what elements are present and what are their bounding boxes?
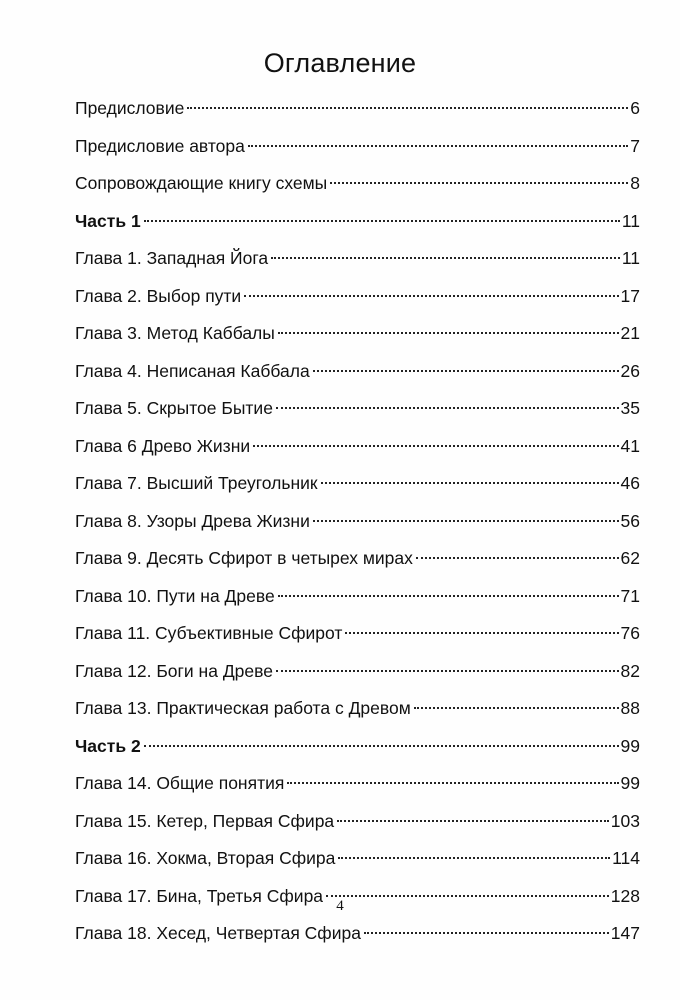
toc-entry-page-number: 99 — [620, 773, 640, 793]
toc-part-entry[interactable] — [75, 728, 640, 766]
page-number: 4 — [336, 898, 344, 914]
toc-entry-title: Предисловие автора — [75, 135, 245, 156]
toc-entry-title: Глава 15. Кетер, Первая Сфира — [75, 810, 335, 831]
toc-entry-title: Глава 5. Скрытое Бытие — [75, 398, 273, 418]
toc-entry-title: Глава 11. Субъективные Сфирот — [75, 623, 343, 643]
toc-entry-page-number: 71 — [620, 585, 640, 606]
toc-heading: Оглавление — [263, 48, 417, 78]
toc-chapter-entry[interactable] — [75, 690, 640, 728]
toc-dot-leader — [416, 557, 619, 559]
toc-dot-leader — [248, 145, 628, 147]
toc-entry-page-number: 21 — [620, 323, 640, 343]
toc-entry-page-number: 46 — [620, 473, 640, 493]
table-of-contents — [75, 90, 640, 953]
toc-entry-title: Глава 8. Узоры Древа Жизни — [75, 510, 310, 531]
toc-chapter-entry[interactable] — [75, 390, 640, 428]
toc-entry-title: Глава 13. Практическая работа с Древом — [75, 698, 411, 718]
toc-entry-title: Глава 17. Бина, Третья Сфира — [75, 885, 324, 906]
toc-entry-title: Глава 14. Общие понятия — [75, 773, 285, 793]
toc-entry-title: Глава 1. Западная Йога — [75, 248, 269, 268]
toc-entry-title: Глава 7. Высший Треугольник — [75, 473, 318, 493]
toc-chapter-entry[interactable] — [75, 278, 640, 316]
toc-dot-leader — [244, 295, 618, 297]
toc-entry-page-number: 35 — [620, 398, 640, 418]
toc-chapter-entry[interactable] — [75, 165, 640, 203]
toc-entry-page-number: 114 — [612, 848, 640, 868]
toc-entry-title: Глава 10. Пути на Древе — [75, 585, 275, 606]
toc-dot-leader — [253, 445, 618, 447]
toc-entry-title: Глава 6 Древо Жизни — [75, 435, 251, 456]
toc-chapter-entry[interactable] — [75, 428, 640, 466]
toc-chapter-entry[interactable] — [75, 915, 640, 953]
toc-dot-leader — [144, 745, 619, 747]
toc-dot-leader — [271, 257, 620, 259]
toc-entry-page-number: 11 — [621, 248, 640, 268]
toc-dot-leader — [345, 632, 618, 634]
toc-entry-page-number: 17 — [620, 285, 640, 306]
toc-entry-page-number: 7 — [630, 135, 640, 156]
toc-chapter-entry[interactable] — [75, 353, 640, 391]
toc-entry-page-number: 8 — [630, 173, 640, 193]
toc-dot-leader — [338, 857, 610, 859]
toc-dot-leader — [278, 332, 619, 334]
toc-entry-title: Глава 16. Хокма, Вторая Сфира — [75, 848, 336, 868]
toc-chapter-entry[interactable] — [75, 765, 640, 803]
toc-entry-page-number: 99 — [620, 735, 640, 756]
toc-chapter-entry[interactable] — [75, 465, 640, 503]
toc-entry-page-number: 103 — [610, 810, 640, 831]
toc-entry-title: Сопровождающие книгу схемы — [75, 173, 328, 193]
toc-entry-title: Глава 9. Десять Сфирот в четырех мирах — [75, 548, 413, 568]
toc-chapter-entry[interactable] — [75, 240, 640, 278]
toc-chapter-entry[interactable] — [75, 615, 640, 653]
toc-dot-leader — [278, 595, 619, 597]
toc-dot-leader — [276, 407, 619, 409]
toc-entry-page-number: 41 — [620, 435, 640, 456]
toc-dot-leader — [187, 107, 628, 109]
toc-entry-title: Часть 2 — [75, 735, 141, 756]
toc-chapter-entry[interactable] — [75, 503, 640, 541]
toc-entry-title: Глава 18. Хесед, Четвертая Сфира — [75, 923, 361, 943]
toc-entry-title: Глава 4. Неписаная Каббала — [75, 360, 310, 381]
toc-entry-title: Часть 1 — [75, 210, 141, 231]
toc-dot-leader — [364, 932, 609, 934]
toc-entry-title: Предисловие — [75, 98, 185, 118]
toc-chapter-entry[interactable] — [75, 653, 640, 691]
toc-dot-leader — [337, 820, 609, 822]
toc-entry-page-number: 147 — [610, 923, 640, 943]
toc-entry-page-number: 76 — [620, 623, 640, 643]
toc-chapter-entry[interactable] — [75, 840, 640, 878]
toc-entry-page-number: 128 — [610, 885, 640, 906]
toc-entry-page-number: 56 — [620, 510, 640, 531]
toc-entry-page-number: 82 — [620, 660, 640, 681]
toc-dot-leader — [144, 220, 620, 222]
toc-dot-leader — [414, 707, 619, 709]
toc-dot-leader — [326, 895, 609, 897]
toc-entry-page-number: 11 — [621, 210, 640, 231]
toc-chapter-entry[interactable] — [75, 578, 640, 616]
toc-dot-leader — [313, 370, 619, 372]
toc-entry-page-number: 62 — [620, 548, 640, 568]
toc-chapter-entry[interactable] — [75, 90, 640, 128]
toc-dot-leader — [313, 520, 619, 522]
toc-dot-leader — [330, 182, 628, 184]
toc-chapter-entry[interactable] — [75, 803, 640, 841]
toc-dot-leader — [276, 670, 619, 672]
toc-chapter-entry[interactable] — [75, 315, 640, 353]
toc-dot-leader — [287, 782, 618, 784]
toc-entry-page-number: 26 — [620, 360, 640, 381]
toc-chapter-entry[interactable] — [75, 540, 640, 578]
toc-chapter-entry[interactable] — [75, 128, 640, 166]
toc-entry-page-number: 88 — [620, 698, 640, 718]
toc-entry-title: Глава 12. Боги на Древе — [75, 660, 273, 681]
toc-entry-page-number: 6 — [630, 98, 640, 118]
toc-entry-title: Глава 2. Выбор пути — [75, 285, 242, 306]
toc-dot-leader — [321, 482, 619, 484]
toc-part-entry[interactable] — [75, 203, 640, 241]
toc-entry-title: Глава 3. Метод Каббалы — [75, 323, 275, 343]
